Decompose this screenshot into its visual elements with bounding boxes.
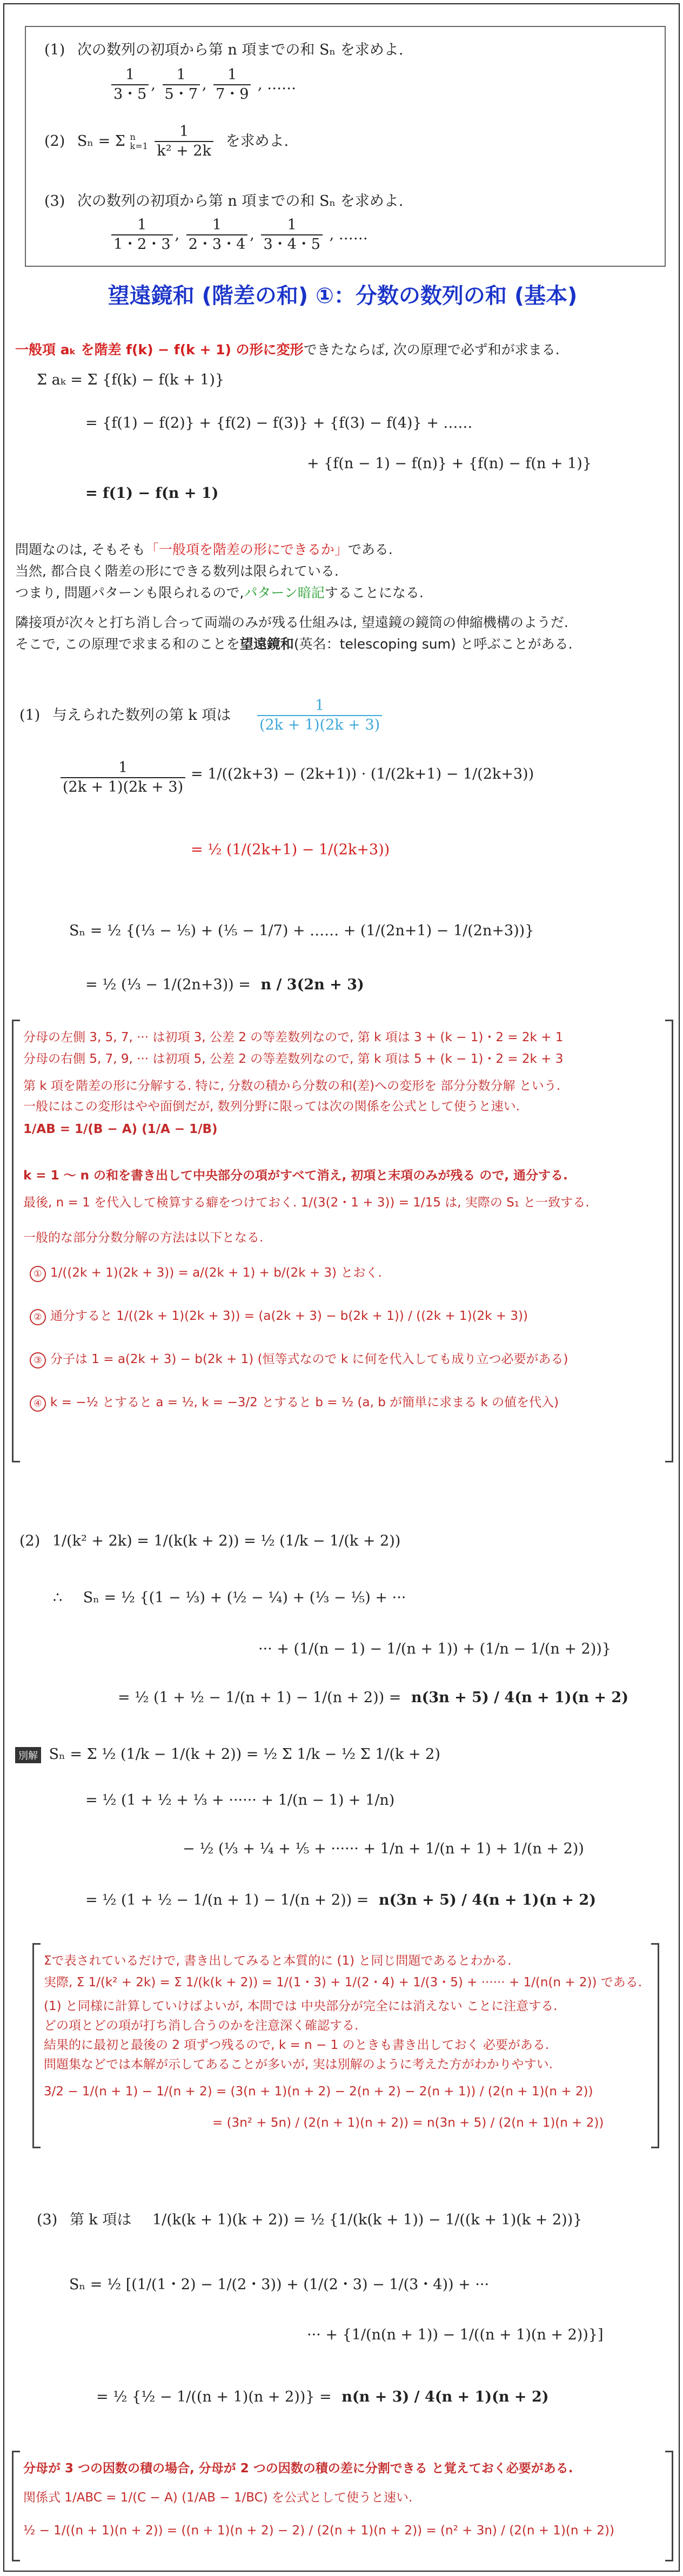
note2-box: Σで表されているだけで, 書き出してみると本質的に (1) と同じ問題であるとわかる. 実際, Σ 1/(k² + 2k) = Σ 1/(k(k + 2)) = 1/(1・3) + 1/(2・4) + 1/(3・5) + ······ + 1/(n(n + 2)) である. (1) と同様に計算していけばよいが, 本問では 中央部分が完全には消えない ことに注意する. どの項とどの項が打ち消し合うのかを注意深く確認する. 結果的に最初と最後の 2 項ずつ残るので, k = n − 1 のときも書き出しておく 必要がある. 問題集などでは本解が示してあることが多いが, 実は別解のように考えた方がわかりやすい. 3/2 − 1/(n + 1) − 1/(n + 2) = (3(n + 1)(n + 2) − 2(n + 2) − 2(n + 1)) / (2(n + 1)(n + 2)) = (3n² + 5n) / (2(n + 1)(n + 2)) = n(3n + 5) / (2(n + 1)(n + 2)) [32, 1943, 659, 2148]
intro-p1: 問題なのは, そもそも「一般項を階差の形にできるか」である. [15, 542, 393, 557]
sol2-eq1: (2) 1/(k² + 2k) = 1/(k(k + 2)) = ½ (1/k − 1/(k + 2)) [19, 1533, 401, 1549]
note1-step4: ④ k = −½ とすると a = ½, k = −3/2 とすると b = ½ (a, b が簡単に求まる k の値を代入) [30, 1392, 559, 1412]
term-2: $\frac{1}{2・3・4}$ [186, 218, 248, 253]
term-3: $\frac{1}{3・4・5}$ [261, 218, 323, 253]
sum-top: n [130, 131, 136, 142]
sol3-eq1: (3) 第 k 項は 1/(k(k + 1)(k + 2)) = ½ {1/(k(k + 1)) − 1/((k + 1)(k + 2))} [37, 2211, 582, 2228]
sol1-step2: = ½ (1/(2k+1) − 1/(2k+3)) [191, 841, 390, 858]
sol1-sn2: = ½ (⅓ − 1/(2n+3)) = n / 3(2n + 3) [85, 976, 364, 993]
sol1-sn1: Sₙ = ½ {(⅓ − ⅕) + (⅕ − 1/7) + …… + (1/(2n+1) − 1/(2n+3))} [69, 922, 534, 939]
ellipsis: , …… [329, 226, 368, 243]
sol2-alt1: 別解 Sₙ = Σ ½ (1/k − 1/(k + 2)) = ½ Σ 1/k − ½ Σ 1/(k + 2) [15, 1746, 440, 1763]
problem-2 [44, 124, 289, 159]
intro-eq4: = f(1) − f(n + 1) [85, 485, 219, 502]
problem-1-text: 次の数列の初項から第 n 項までの和 Sₙ を求めよ. [77, 42, 404, 58]
note1-step3: ③ 分子は 1 = a(2k + 3) − b(2k + 1) (恒等式なので k に何を代入しても成り立つ必要がある) [30, 1349, 568, 1368]
intro-eq1: Σ aₖ = Σ {f(k) − f(k + 1)} [37, 372, 225, 388]
note1-box: 分母の左側 3, 5, 7, ··· は初項 3, 公差 2 の等差数列なので, 第 k 項は 3 + (k − 1)・2 = 2k + 1 分母の右側 5, 7, 9, ··· は初項 5, 公差 2 の等差数列なので, 第 k 項は 5 + (k − 1)・2 = 2k + 3 第 k 項を階差の形に分解する. 特に, 分数の積から分数の和(差)への変形を 部分分数分解 という. 一般にはこの変形はやや面倒だが, 数列分野に限っては次の関係を公式として使うと速い. 1/AB = 1/(B − A) (1/A − 1/B) k = 1 〜 n の和を書き出して中央部分の項がすべて消え, 初項と末項のみが残る ので, 通分する. 最後, n = 1 を代入して検算する癖をつけておく. 1/(3(2・1 + 3)) = 1/15 は, 実際の S₁ と一致する. 一般的な部分分数分解の方法は以下となる. ① 1/((2k + 1)(2k + 3)) = a/(2k + 1) + b/(2k + 3) とおく. ② 通分すると 1/((2k + 1)(2k + 3)) = (a(2k + 3) − b(2k + 1)) / ((2k + 1)(2k + 3)) ③ 分子は 1 = a(2k + 3) − b(2k + 1) (恒等式なので k に何を代入しても成り立つ必要がある) ④ k = −½ とすると a = ½, k = −3/2 とすると b = ½ (a, b が簡単に求まる k の値を代入) [12, 1020, 673, 1462]
problem-2-label: (2) [44, 132, 65, 150]
sol1-general-term: $\frac{1}{(2k + 1)(2k + 3)}$ [257, 698, 382, 733]
problem-3-terms: $\frac{1}{1・2・3}$ , $\frac{1}{2・3・4}$ , $\frac{1}{3・4・5}$ , …… [109, 218, 403, 253]
sol2-sn3: = ½ (1 + ½ − 1/(n + 1) − 1/(n + 2)) = n(3n + 5) / 4(n + 1)(n + 2) [118, 1689, 628, 1706]
intro-eq3: + {f(n − 1) − f(n)} + {f(n) − f(n + 1)} [307, 455, 592, 472]
term-3: $\frac{1}{7・9}$ [213, 68, 251, 103]
problem-box [25, 26, 666, 267]
sol2-alt3: − ½ (⅓ + ¼ + ⅕ + ······ + 1/n + 1/(n + 1) + 1/(n + 2)) [183, 1840, 584, 1857]
page [3, 3, 680, 2572]
page-title: 望遠鏡和 (階差の和) ①：分数の数列の和 (基本) [108, 284, 578, 308]
sol1-step1: = 1/((2k+3) − (2k+1)) · (1/(2k+1) − 1/(2k+3)) [191, 766, 534, 783]
problem-2-sum: Sₙ = Σ [77, 132, 125, 150]
sol3-answer: n(n + 3) / 4(n + 1)(n + 2) [342, 2389, 549, 2405]
intro-p4: 隣接項が次々と打ち消し合って両端のみが残る仕組みは, 望遠鏡の鏡筒の伸縮機構のようだ. [15, 615, 568, 630]
problem-2-term: $\frac{1}{\text{k² + 2k}}$ [155, 124, 213, 159]
intro-line1: 一般項 aₖ を階差 f(k) − f(k + 1) の形に変形できたならば, 次の原理で必ず和が求まる. [15, 342, 560, 358]
intro-p3: つまり, 問題パターンも限られるので,パターン暗記することになる. [15, 585, 424, 601]
sol2-answer: n(3n + 5) / 4(n + 1)(n + 2) [411, 1689, 628, 1706]
note3-box: 分母が 3 つの因数の積の場合, 分母が 2 つの因数の積の差に分割できる と覚えておく必要がある. 関係式 1/ABC = 1/(C − A) (1/AB − 1/BC) を公式として使うと速い. ½ − 1/((n + 1)(n + 2)) = ((n + 1)(n + 2) − 2) / (2(n + 1)(n + 2)) = (n² + 3n) / (2(n + 1)(n + 2)) [12, 2451, 673, 2561]
sol2-alt4: = ½ (1 + ½ − 1/(n + 1) − 1/(n + 2)) = n(3n + 5) / 4(n + 1)(n + 2) [85, 1892, 596, 1909]
sol2-sn2: ··· + (1/(n − 1) − 1/(n + 1)) + (1/n − 1/(n + 2))} [258, 1641, 611, 1657]
note1-step2: ② 通分すると 1/((2k + 1)(2k + 3)) = (a(2k + 3) − b(2k + 1)) / ((2k + 1)(2k + 3)) [30, 1306, 528, 1325]
intro-eq2: = {f(1) − f(2)} + {f(2) − f(3)} + {f(3) − f(4)} + …… [85, 415, 473, 431]
sol2-alt-answer: n(3n + 5) / 4(n + 1)(n + 2) [378, 1892, 596, 1909]
sol2-alt2: = ½ (1 + ½ + ⅓ + ······ + 1/(n − 1) + 1/n) [85, 1792, 395, 1809]
problem-3-label: (3) [44, 193, 65, 210]
sum-bottom: k=1 [130, 141, 148, 152]
sol1-answer: n / 3(2n + 3) [260, 976, 364, 993]
sol3-sn1: Sₙ = ½ [(1/(1・2) − 1/(2・3)) + (1/(2・3) − 1/(3・4)) + ··· [69, 2276, 490, 2293]
alt-badge: 別解 [15, 1747, 41, 1763]
note1-step1: ① 1/((2k + 1)(2k + 3)) = a/(2k + 1) + b/(2k + 3) とおく. [30, 1263, 382, 1282]
sol1-header: (1) 与えられた数列の第 k 項は $\frac{1}{(2k + 1)(2k + 3)}$ [19, 698, 384, 733]
ellipsis: , …… [258, 76, 297, 93]
sol1-general-term-repeat: $\frac{1}{(2k + 1)(2k + 3)}$ [58, 760, 188, 795]
sol3-sn3: = ½ {½ − 1/((n + 1)(n + 2))} = n(n + 3) / 4(n + 1)(n + 2) [96, 2389, 549, 2405]
sol3-sn2: ··· + {1/(n(n + 1)) − 1/((n + 1)(n + 2))}] [307, 2327, 604, 2343]
intro-p5: そこで, この原理で求まる和のことを望遠鏡和(英名：telescoping sum) と呼ぶことがある. [15, 636, 573, 652]
problem-2-suffix: を求めよ. [225, 132, 289, 150]
problem-1-label: (1) [44, 42, 65, 58]
problem-3-text: 次の数列の初項から第 n 項までの和 Sₙ を求めよ. [77, 193, 404, 210]
term-1: $\frac{1}{3・5}$ [111, 68, 149, 103]
problem-1 [44, 38, 403, 103]
term-2: $\frac{1}{5・7}$ [163, 68, 200, 103]
sol2-sn1: ∴ Sₙ = ½ {(1 − ⅓) + (½ − ¼) + (⅓ − ⅕) + ··· [53, 1589, 406, 1606]
term-1: $\frac{1}{1・2・3}$ [111, 218, 173, 253]
problem-1-terms: $\frac{1}{3・5}$ , $\frac{1}{5・7}$ , $\frac{1}{7・9}$ , …… [109, 68, 403, 103]
intro-p2: 当然, 都合良く階差の形にできる数列は限られている. [15, 563, 339, 579]
problem-3 [44, 189, 403, 253]
